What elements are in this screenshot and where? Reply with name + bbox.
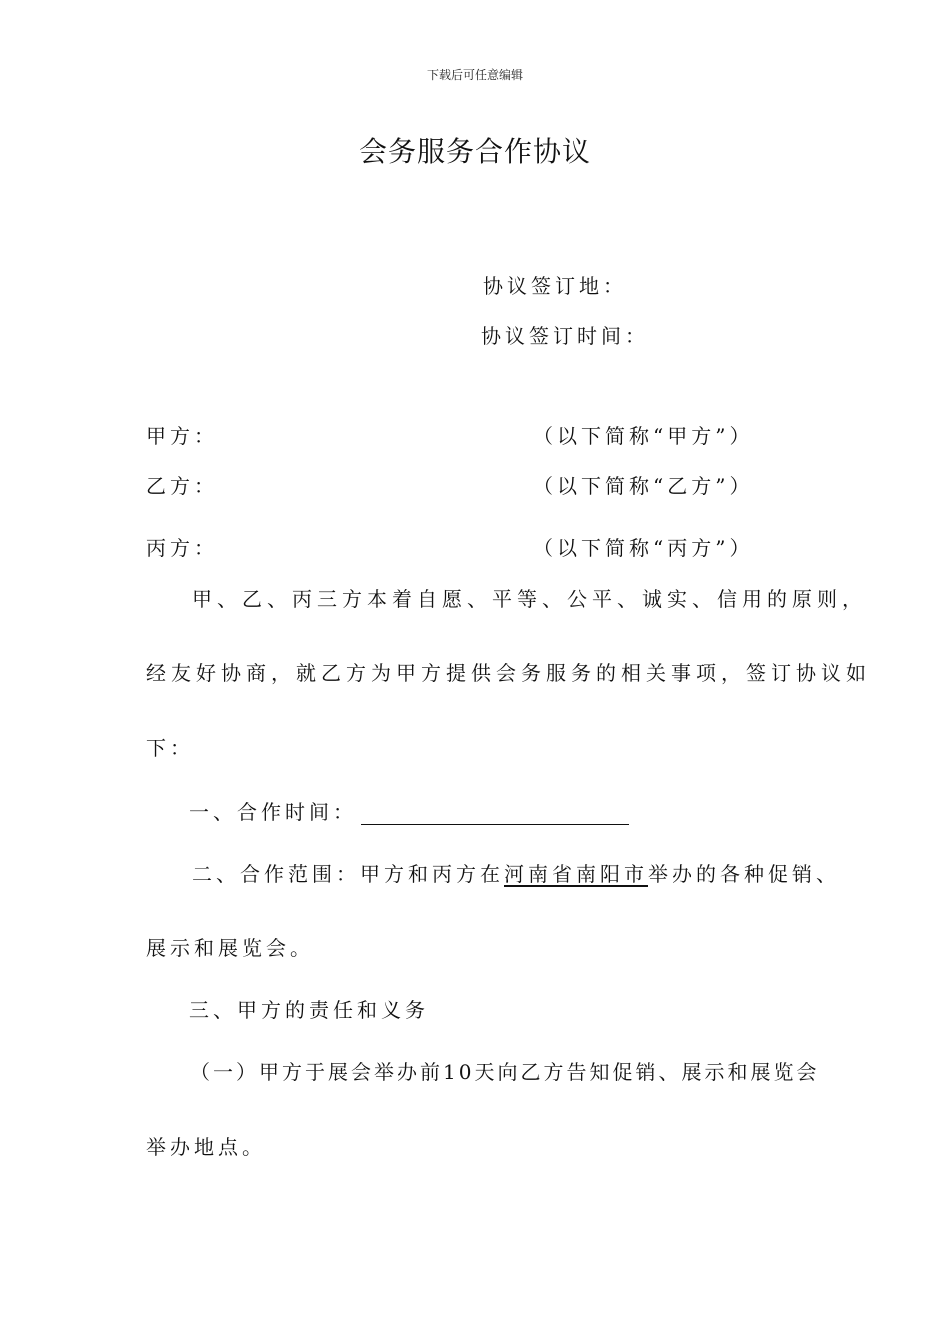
clause-3-heading: 三、甲方的责任和义务 [189,998,429,1022]
sign-time-label: 协议签订时间： [481,324,649,348]
intro-line-2: 经友好协商，就乙方为甲方提供会务服务的相关事项，签订协议如 [146,661,871,685]
clause-1-label: 一、合作时间： [189,800,357,824]
document-title: 会务服务合作协议 [358,135,591,168]
party-c-alias: （以下简称“丙方”） [533,536,754,560]
clause-2-prefix: 二、合作范围：甲方和丙方在 [192,862,504,886]
intro-line-3: 下： [146,736,194,760]
party-b-label: 乙方： [146,474,218,498]
party-b-alias: （以下简称“乙方”） [533,474,754,498]
sign-place-label: 协议签订地： [483,274,627,298]
clause-2-suffix: 举办的各种促销、 [648,862,840,886]
intro-line-1: 甲、乙、丙三方本着自愿、平等、公平、诚实、信用的原则， [192,587,867,611]
clause-1 [189,796,629,825]
cooperation-time-blank [361,804,629,825]
clause-3-item-1-line-1: （一）甲方于展会举办前10天向乙方告知促销、展示和展览会 [190,1060,820,1084]
clause-2-line-1 [192,858,840,887]
clause-3-item-1-line-2: 举办地点。 [146,1135,266,1159]
party-a-label: 甲方： [146,424,218,448]
clause-2-line-2: 展示和展览会。 [146,936,314,960]
header-note: 下载后可任意编辑 [426,68,523,82]
clause-2-location: 河南省南阳市 [504,862,648,886]
party-c-label: 丙方： [146,536,218,560]
party-a-alias: （以下简称“甲方”） [533,424,754,448]
